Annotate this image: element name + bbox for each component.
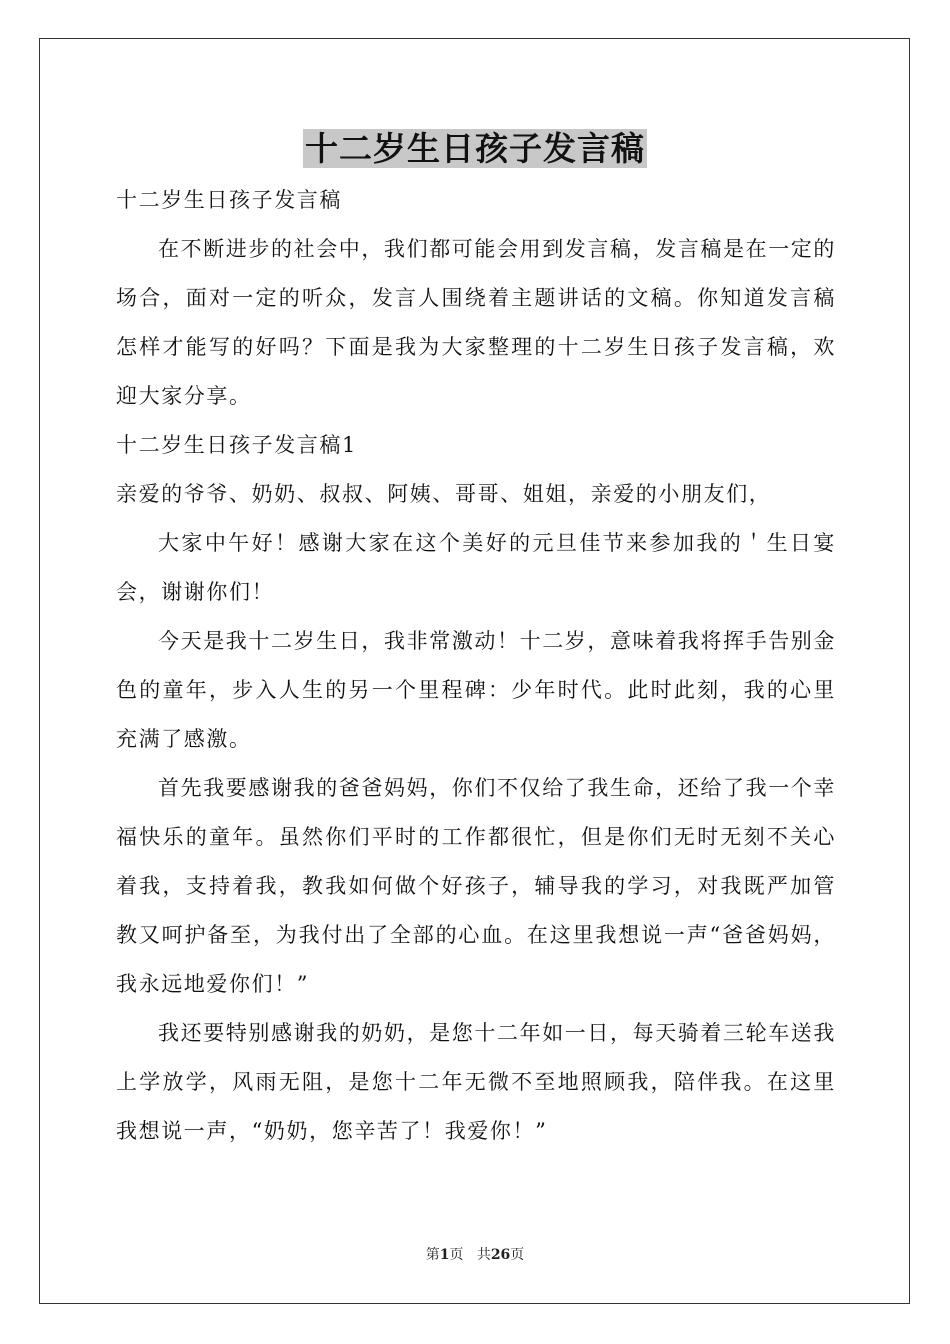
footer-total-suffix: 页 bbox=[510, 1247, 525, 1263]
document-title bbox=[0, 127, 950, 171]
paragraph-thanks: 大家中午好！感谢大家在这个美好的元旦佳节来参加我的＇生日宴会，谢谢你们！ bbox=[116, 531, 836, 604]
paragraph-parents: 首先我要感谢我的爸爸妈妈，你们不仅给了我生命，还给了我一个幸福快乐的童年。虽然你们平时的工作都很忙，但是你们无时无刻不关心着我，支持着我，教我如何做个好孩子，辅导我的学习，对我既严加管教又呵护备至，为我付出了全部的心血。在这里我想说一声“爸爸妈妈，我永远地爱你们！” bbox=[116, 776, 836, 996]
document-body bbox=[116, 176, 836, 1156]
document-title-text: 十二岁生日孩子发言稿 bbox=[305, 129, 645, 168]
paragraph-greeting: 亲爱的爷爷、奶奶、叔叔、阿姨、哥哥、姐姐，亲爱的小朋友们， bbox=[116, 482, 772, 506]
paragraph-birthday: 今天是我十二岁生日，我非常激动！十二岁，意味着我将挥手告别金色的童年，步入人生的另一个里程碑：少年时代。此时此刻，我的心里充满了感激。 bbox=[116, 629, 836, 751]
footer-page-suffix: 页 bbox=[449, 1247, 464, 1263]
footer-total-pages: 26 bbox=[490, 1247, 511, 1263]
footer-total-prefix: 共 bbox=[476, 1247, 491, 1263]
footer-page-number: 1 bbox=[439, 1247, 450, 1263]
page-footer bbox=[0, 1244, 950, 1264]
paragraph-intro: 在不断进步的社会中，我们都可能会用到发言稿，发言稿是在一定的场合，面对一定的听众，发言人围绕着主题讲话的文稿。你知道发言稿怎样才能写的好吗？下面是我为大家整理的十二岁生日孩子发言稿，欢迎大家分享。 bbox=[116, 237, 836, 408]
paragraph-grandma: 我还要特别感谢我的奶奶，是您十二年如一日，每天骑着三轮车送我上学放学，风雨无阻，是您十二年无微不至地照顾我，陪伴我。在这里我想说一声，“奶奶，您辛苦了！我爱你！” bbox=[116, 1021, 836, 1143]
paragraph-section-heading: 十二岁生日孩子发言稿1 bbox=[116, 433, 357, 457]
paragraph-subtitle: 十二岁生日孩子发言稿 bbox=[116, 188, 342, 212]
footer-prefix: 第 bbox=[425, 1247, 440, 1263]
